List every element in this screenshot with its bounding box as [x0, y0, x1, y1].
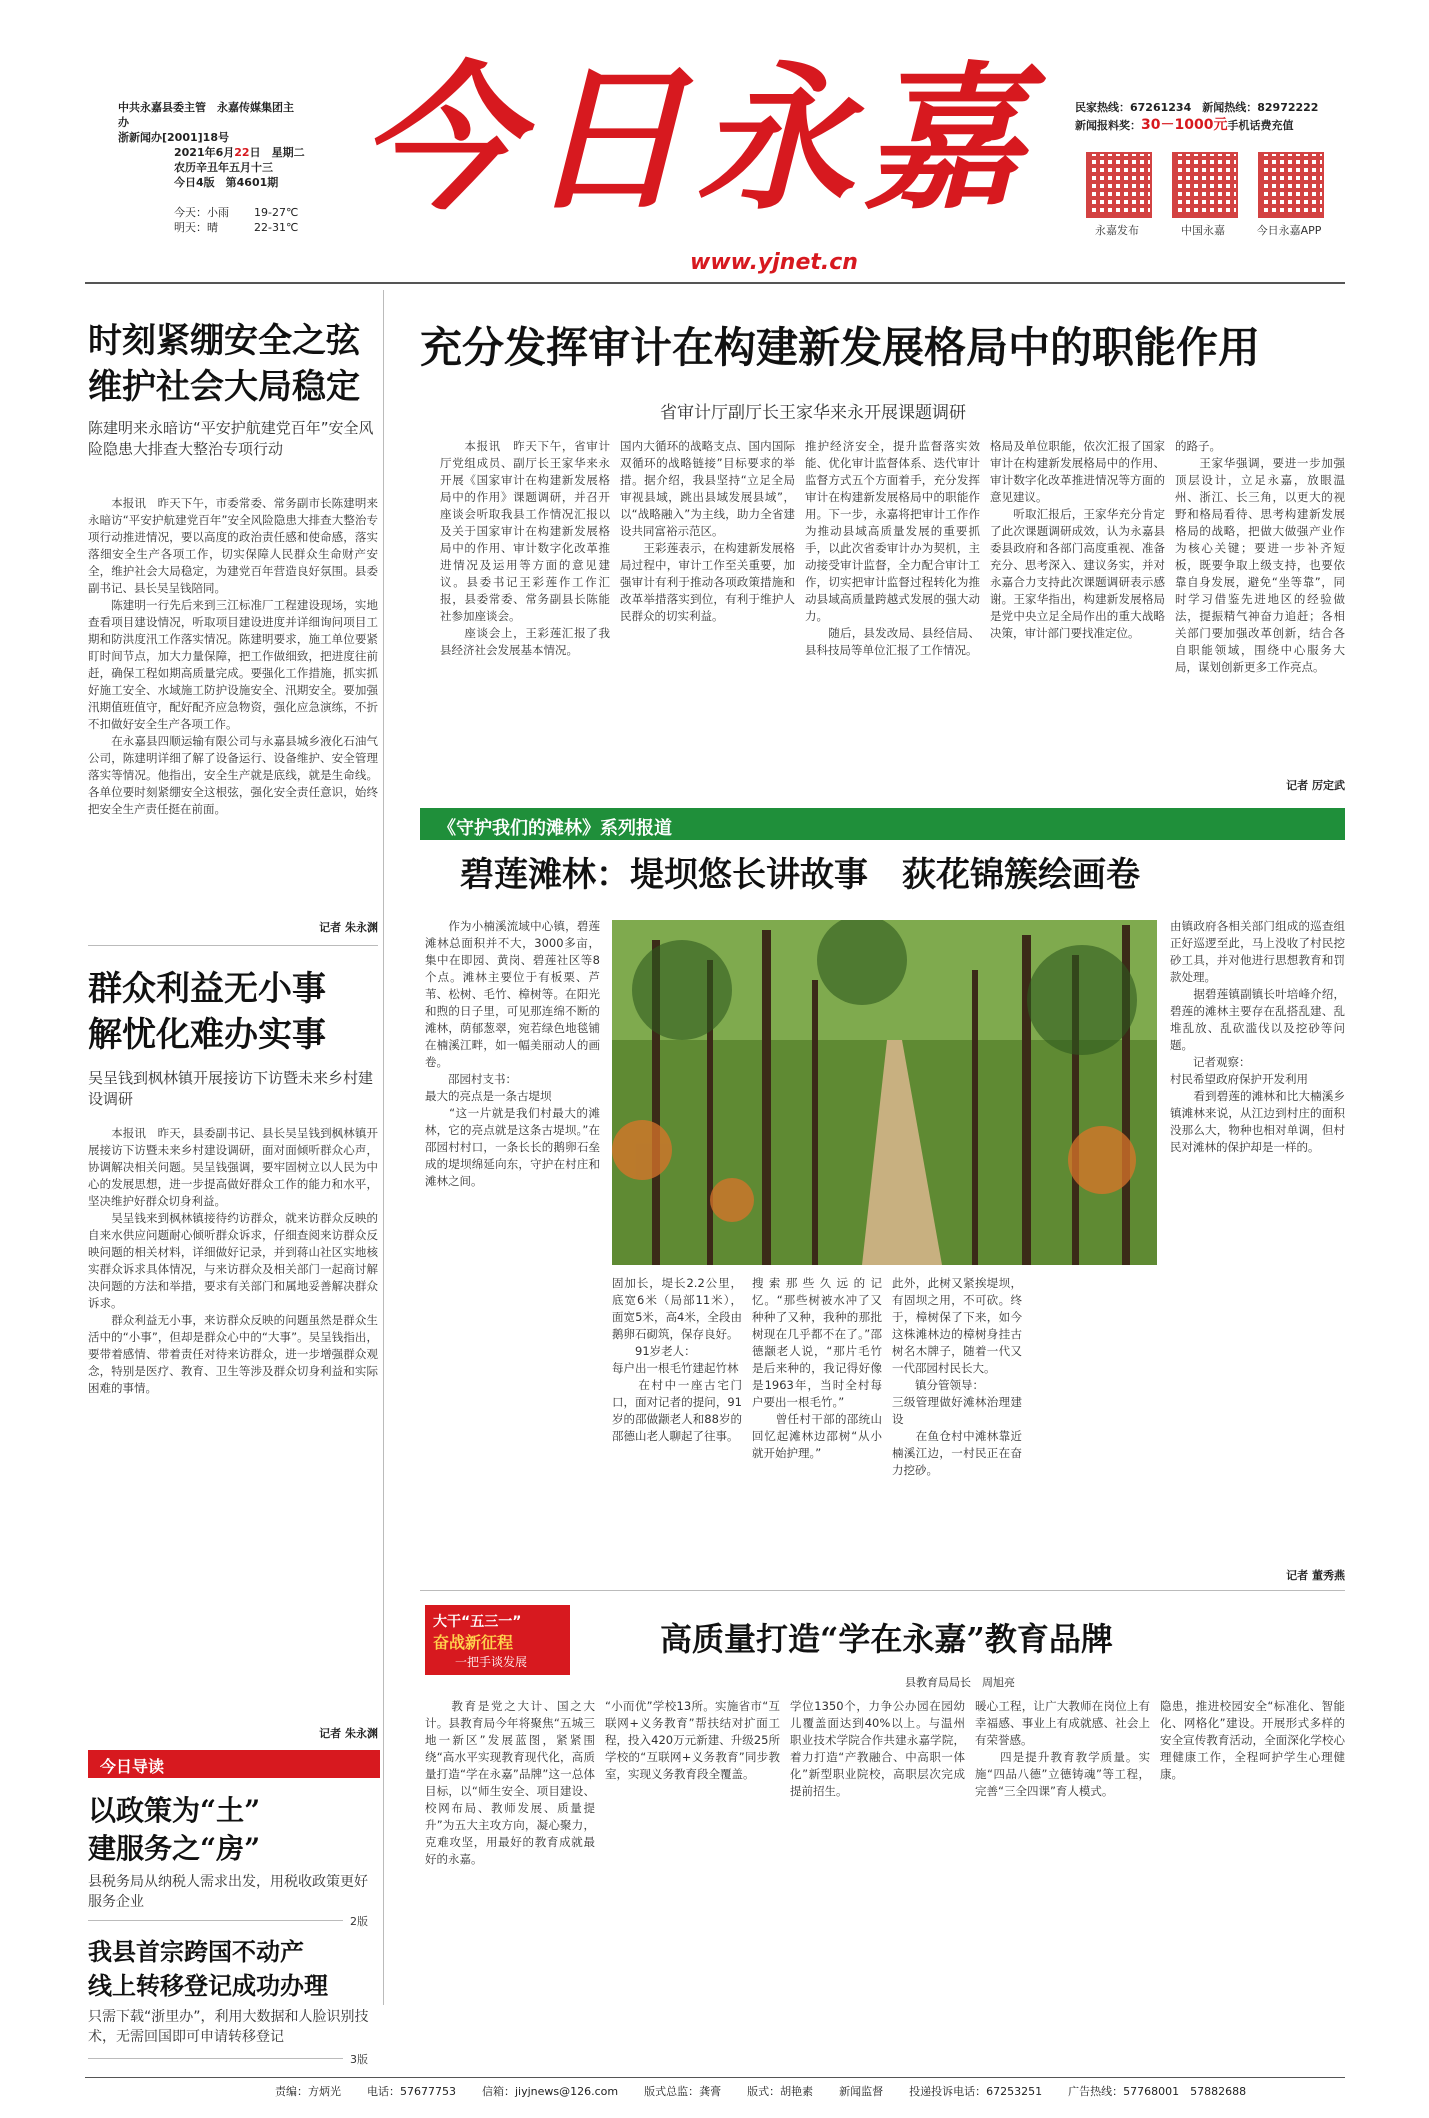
- hotlines: [1075, 100, 1375, 115]
- campaign-line-2: 奋战新征程: [433, 1633, 514, 1652]
- weather-tomorrow: 明天：晴: [174, 221, 218, 234]
- guide1-headline[interactable]: 以政策为“土” 建服务之“房”: [88, 1794, 261, 1865]
- guide2-sub: 只需下载“浙里办”，利用大数据和人脸识别技术，无需回国即可申请转移登记: [88, 2009, 369, 2045]
- guide1-page[interactable]: 2版: [350, 1915, 368, 1928]
- lunar-date: 农历辛丑年五月十三: [174, 161, 273, 174]
- footer-divider: [85, 2077, 1345, 2078]
- footer-phone: 电话：57677753: [367, 2085, 456, 2098]
- website-url[interactable]: www.yjnet.cn: [690, 250, 858, 275]
- guide-divider-1: [88, 1920, 343, 1921]
- edu-col-4: 暖心工程，让广大教师在岗位上有幸福感、事业上有成就感、社会上有荣誉感。 四是提升教育教学质量。实施“四品八德”立德铸魂”等工程，完善“三全四课”育人模式。: [975, 1699, 1150, 1798]
- lead-byline: 记者 厉定武: [1286, 779, 1345, 792]
- series-headline[interactable]: 碧莲滩林：堤坝悠长讲故事 荻花锦簇绘画卷: [460, 855, 1140, 895]
- guide1-sub: 县税务局从纳税人需求出发，用税收政策更好服务企业: [88, 1874, 368, 1910]
- edu-col-2: “小而优”学校13所。实施省市“互联网+义务教育”帮扶结对扩面工程，投入420万元新建、升级25所学校的“互联网+义务教育”同步教室，实现义务教育段全覆盖。: [605, 1699, 780, 1781]
- lead-col-4: 格局及单位职能，依次汇报了国家审计在构建新发展格局中的作用、审计数字化改革推进情况等方面的意见建议。 听取汇报后，王家华充分肯定了此次课题调研成效，认为永嘉县委县政府和各部门高度重视、准备充分、思考深入、建议务实，并对永嘉合力支持此次课题调研表示感谢。王家华指出，构建新发展格局是党中央立足全局作出的重大战略决策，审计部门要找准定位。: [990, 439, 1165, 640]
- hotline-2: 新闻热线：82972222: [1202, 101, 1319, 114]
- story2-subhead: 吴呈钱到枫林镇开展接访下访暨未来乡村建设调研: [88, 1069, 374, 1108]
- weather-box: [174, 205, 324, 235]
- footer-layout: 版式：胡艳素: [747, 2085, 814, 2098]
- lead-headline[interactable]: 充分发挥审计在构建新发展格局中的职能作用: [420, 323, 1261, 372]
- qr-code-2[interactable]: [1172, 152, 1238, 218]
- series-divider: [420, 1590, 1345, 1591]
- weather-today: 今天：小雨: [174, 206, 229, 219]
- series-byline: 记者 董秀燕: [1286, 1569, 1345, 1582]
- qr-label-1: 永嘉发布: [1095, 224, 1139, 237]
- campaign-logo: [425, 1605, 570, 1675]
- sponsor-line-1: 中共永嘉县委主管 永嘉传媒集团主办: [118, 101, 294, 129]
- masthead-logo: 今日永嘉: [360, 47, 1032, 232]
- edu-headline[interactable]: 高质量打造“学在永嘉”教育品牌: [660, 1620, 1113, 1658]
- footer-supervision: 新闻监督: [839, 2085, 884, 2098]
- story2-byline: 记者 朱永渊: [319, 1727, 378, 1740]
- footer-complaint-phone: 投递投诉电话：67253251: [909, 2085, 1043, 2098]
- weather-tomorrow-temp: 22-31℃: [254, 221, 299, 234]
- guide-title: 今日导读: [100, 1757, 165, 1776]
- footer: [275, 2084, 1345, 2099]
- story2-headline[interactable]: 群众利益无小事 解忧化难办实事: [88, 969, 326, 1055]
- hotline-1: 民家热线：67261234: [1075, 101, 1192, 114]
- reward-amount: 30－1000元: [1141, 117, 1228, 133]
- footer-editor: 责编：方炳光: [275, 2085, 341, 2098]
- campaign-line-1: 大干“五三一”: [433, 1614, 522, 1630]
- sponsor-line-2: 浙新闻办[2001]18号: [118, 131, 229, 144]
- edu-col-1: 教育是党之大计、国之大计。县教育局今年将聚焦“五城三地一新区”发展蓝图，紧紧围绕“高水平实现教育现代化，高质量打造“学在永嘉”品牌”这一总体目标，以“师生安全、项目建设、校网布局、教师发展、质量提升”为五大主攻方向，凝心聚力，克难攻坚，用最好的教育成就最好的永嘉。: [425, 1699, 595, 1866]
- story1-headline[interactable]: 时刻紧绷安全之弦 维护社会大局稳定: [88, 321, 360, 407]
- series-col-left: 作为小楠溪流域中心镇，碧莲滩林总面积并不大，3000多亩，集中在即园、黄岗、碧莲社区等8个点。滩林主要位于有板栗、芦苇、松树、毛竹、樟树等。在阳光和煦的日子里，可见那连绵不断的滩林，荫郁葱翠，宛若绿色地毯铺在楠溪江畔，如一幅美丽动人的画卷。 邵园村支书： 最大的亮点是一条古堤坝 “这一片就是我们村最大的滩林，它的亮点就是这条古堤坝。”在邵园村村口，一条长长的鹅卵石垒成的堤坝绵延向东，守护在村庄和滩林之间。: [425, 919, 600, 1188]
- lead-col-5: 的路子。 王家华强调，要进一步加强顶层设计，立足永嘉，放眼温州、浙江、长三角，以更大的视野和格局看待、思考构建新发展格局的战略，把做大做强产业作为核心关键；要进一步补齐短板，既要争取上级支持，也要依靠自身发展，避免“坐等靠”，同时学习借鉴先进地区的经验做法，提振精气神奋力追赶；各相关部门要加强改革创新，结合各自职能领域，围绕中心服务大局，谋划创新更多工作亮点。: [1175, 439, 1345, 674]
- masthead-divider: [85, 282, 1345, 284]
- guide2-headline[interactable]: 我县首宗跨国不动产 线上转移登记成功办理: [88, 1937, 328, 2000]
- story1-subhead: 陈建明来永暗访“平安护航建党百年”安全风险隐患大排查大整治专项行动: [88, 419, 374, 458]
- qr-label-2: 中国永嘉: [1181, 224, 1225, 237]
- issue-date: 2021年6月22日 星期二: [174, 146, 305, 159]
- series-banner: [420, 808, 1345, 840]
- guide-divider-2: [88, 2058, 343, 2059]
- forest-path-illustration: [612, 920, 1157, 1265]
- footer-layout-director: 版式总监：龚膏: [644, 2085, 722, 2098]
- series-mid-2: 搜索那些久远的记忆。“那些树被水冲了又种种了又种，我种的那批树现在几乎都不在了。”邵德颛老人说，“那片毛竹是后来种的，我记得好像是1963年，当时全村每户要出一根毛竹。” 曾任村干部的邵统山回忆起滩林边邵树“从小就开始护理。”: [752, 1276, 882, 1460]
- issue-info: [174, 145, 324, 190]
- lead-col-3: 推护经济安全，提升监督落实效能、优化审计监督体系、迭代审计监督方式五个方面着手，充分发挥审计在构建新发展格局中的职能作用。下一步，永嘉将把审计工作作为推动县域高质量发展的重要抓手，以此次省委审计办为契机，主动接受审计监督，全力配合审计工作，切实把审计监督过程转化为推动县域高质量跨越式发展的强大动力。 随后，县发改局、县经信局、县科技局等单位汇报了工作情况。: [805, 439, 980, 657]
- edu-col-5: 隐患，推进校园安全“标准化、智能化、网格化”建设。开展形式多样的安全宣传教育活动，全面深化学校心理健康工作，全程呵护学生心理健康。: [1160, 1699, 1345, 1781]
- series-col-right: 由镇政府各相关部门组成的巡查组正好巡逻至此，马上没收了村民挖砂工具，并对他进行思想教育和罚款处理。 据碧莲镇副镇长叶培峰介绍，碧莲的滩林主要存在乱搭乱建、乱堆乱放、乱砍滥伐以及挖砂等问题。 记者观察： 村民希望政府保护开发利用 看到碧莲的滩林和比大楠溪乡镇滩林来说，从江边到村庄的面积没那么大，物种也相对单调，但村民对滩林的保护却是一样的。: [1170, 919, 1345, 1154]
- edu-author: 县教育局局长 周旭亮: [905, 1676, 1015, 1689]
- series-mid-1: 固加长，堤长2.2公里，底宽6米（局部11米），面宽5米，高4米，全段由鹅卵石砌筑，保存良好。 91岁老人： 每户出一根毛竹建起竹林 在村中一座古宅门口，面对记者的提问，91岁的邵做颛老人和88岁的邵德山老人聊起了往事。: [612, 1276, 742, 1443]
- guide2-page[interactable]: 3版: [350, 2053, 368, 2066]
- weather-today-temp: 19-27℃: [254, 206, 299, 219]
- left-column-divider: [383, 290, 384, 2005]
- left-divider-1: [88, 945, 378, 946]
- footer-ad-hotline: 广告热线：57768001 57882688: [1068, 2085, 1247, 2098]
- lead-subhead: 省审计厅副厅长王家华来永开展课题调研: [660, 403, 966, 423]
- edu-col-3: 学位1350个，力争公办园在园幼儿覆盖面达到40%以上。与温州职业技术学院合作共建永嘉学院，着力打造“产教融合、中高职一体化”新型职业院校，高职层次完成提前招生。: [790, 1699, 965, 1798]
- guide-banner: [88, 1750, 380, 1778]
- issue-number: 今日4版 第4601期: [174, 176, 279, 189]
- series-mid-3: 此外，此树又紧挨堤坝，有固坝之用，不可砍。终于，樟树保了下来，如今这株滩林边的樟树身挂古树名木牌子，随着一代又一代邵园村民长大。 镇分管领导： 三级管理做好滩林治理建设 在鱼仓村中滩林靠近楠溪江边，一村民正在奋力挖砂。: [892, 1276, 1022, 1477]
- qr-code-3[interactable]: [1258, 152, 1324, 218]
- lead-col-1: 本报讯 昨天下午，省审计厅党组成员、副厅长王家华来永开展《国家审计在构建新发展格局中的作用》课题调研，并召开座谈会听取我县工作情况汇报以及关于国家审计在构建新发展格局中的作用、审计数字化改革推进情况及运用等方面的意见建议。县委书记王彩莲作工作汇报，县委常委、常务副县长陈能社参加座谈会。 座谈会上，王彩莲汇报了我县经济社会发展基本情况。: [440, 439, 610, 657]
- footer-email[interactable]: 信箱：jiyjnews@126.com: [482, 2085, 619, 2098]
- forest-path-photo: [612, 920, 1157, 1265]
- campaign-line-3: 一把手谈发展: [455, 1655, 528, 1669]
- issue-day: 22: [234, 146, 250, 159]
- series-banner-title: 《守护我们的滩林》系列报道: [438, 818, 672, 839]
- sponsor-info: [118, 100, 298, 145]
- story1-byline: 记者 朱永渊: [319, 921, 378, 934]
- story2-body: 本报讯 昨天，县委副书记、县长吴呈钱到枫林镇开展接访下访暨未来乡村建设调研，面对面倾听群众心声，协调解决相关问题。吴呈钱强调，要牢固树立以人民为中心的发展思想，进一步提高做好群众工作的能力和水平，坚决维护好群众切身利益。 吴呈钱来到枫林镇接待约访群众，就来访群众反映的自来水供应问题耐心倾听群众诉求，仔细查阅来访群众反映问题的相关材料，详细做好记录，并到蒋山社区实地核实群众诉求具体情况，与来访群众及相关部门一起商讨解决问题的方法和举措，要求有关部门和属地妥善解决群众诉求。 群众利益无小事，来访群众反映的问题虽然是群众生活中的“小事”，但却是群众心中的“大事”。吴呈钱指出，要带着感情、带着责任对待来访群众，进一步增强群众观念，特别是医疗、教育、卫生等涉及群众切身利益和实际困难的事情。: [88, 1126, 378, 1395]
- story1-body: 本报讯 昨天下午，市委常委、常务副市长陈建明来永暗访“平安护航建党百年”安全风险隐患大排查大整治专项行动推进情况，要以高度的政治责任感和使命感，落实落细安全生产各项工作，切实保障人民群众生命财产安全，维护社会大局稳定，为建党百年营造良好氛围。县委副书记、县长吴呈钱陪同。 陈建明一行先后来到三江标准厂工程建设现场，实地查看项目建设情况，听取项目建设进度并详细询问项目工期和防洪度汛工作落实情况。陈建明要求，施工单位要紧盯时间节点，加大力量保障，把工作做细致，把进度往前赶，确保工程如期高质量完成。要强化工作措施，抓实抓好施工安全、水域施工防护设施安全、汛期安全。要加强汛期值班值守，配好配齐应急物资，强化应急演练，不折不扣做好安全生产各项工作。 在永嘉县四顺运输有限公司与永嘉县城乡液化石油气公司，陈建明详细了解了设备运行、设备维护、安全管理落实等情况。他指出，安全生产就是底线，就是生命线。各单位要时刻紧绷安全这根弦，强化安全责任意识，始终把安全生产责任挺在前面。: [88, 496, 378, 816]
- reward-line: 新闻报料奖：30－1000元手机话费充值: [1075, 117, 1294, 133]
- qr-label-3: 今日永嘉APP: [1256, 224, 1322, 237]
- lead-col-2: 国内大循环的战略支点、国内国际双循环的战略链接”目标要求的举措。据介绍，我县坚持“立足全局审视县域，跳出县域发展县域”，以“战略融入”为主线，助力全省建设共同富裕示范区。 王彩莲表示，在构建新发展格局过程中，审计工作至关重要，加强审计有利于推动各项政策措施和改革举措落实到位，有利于维护人民群众的切实利益。: [620, 439, 795, 623]
- qr-code-1[interactable]: [1086, 152, 1152, 218]
